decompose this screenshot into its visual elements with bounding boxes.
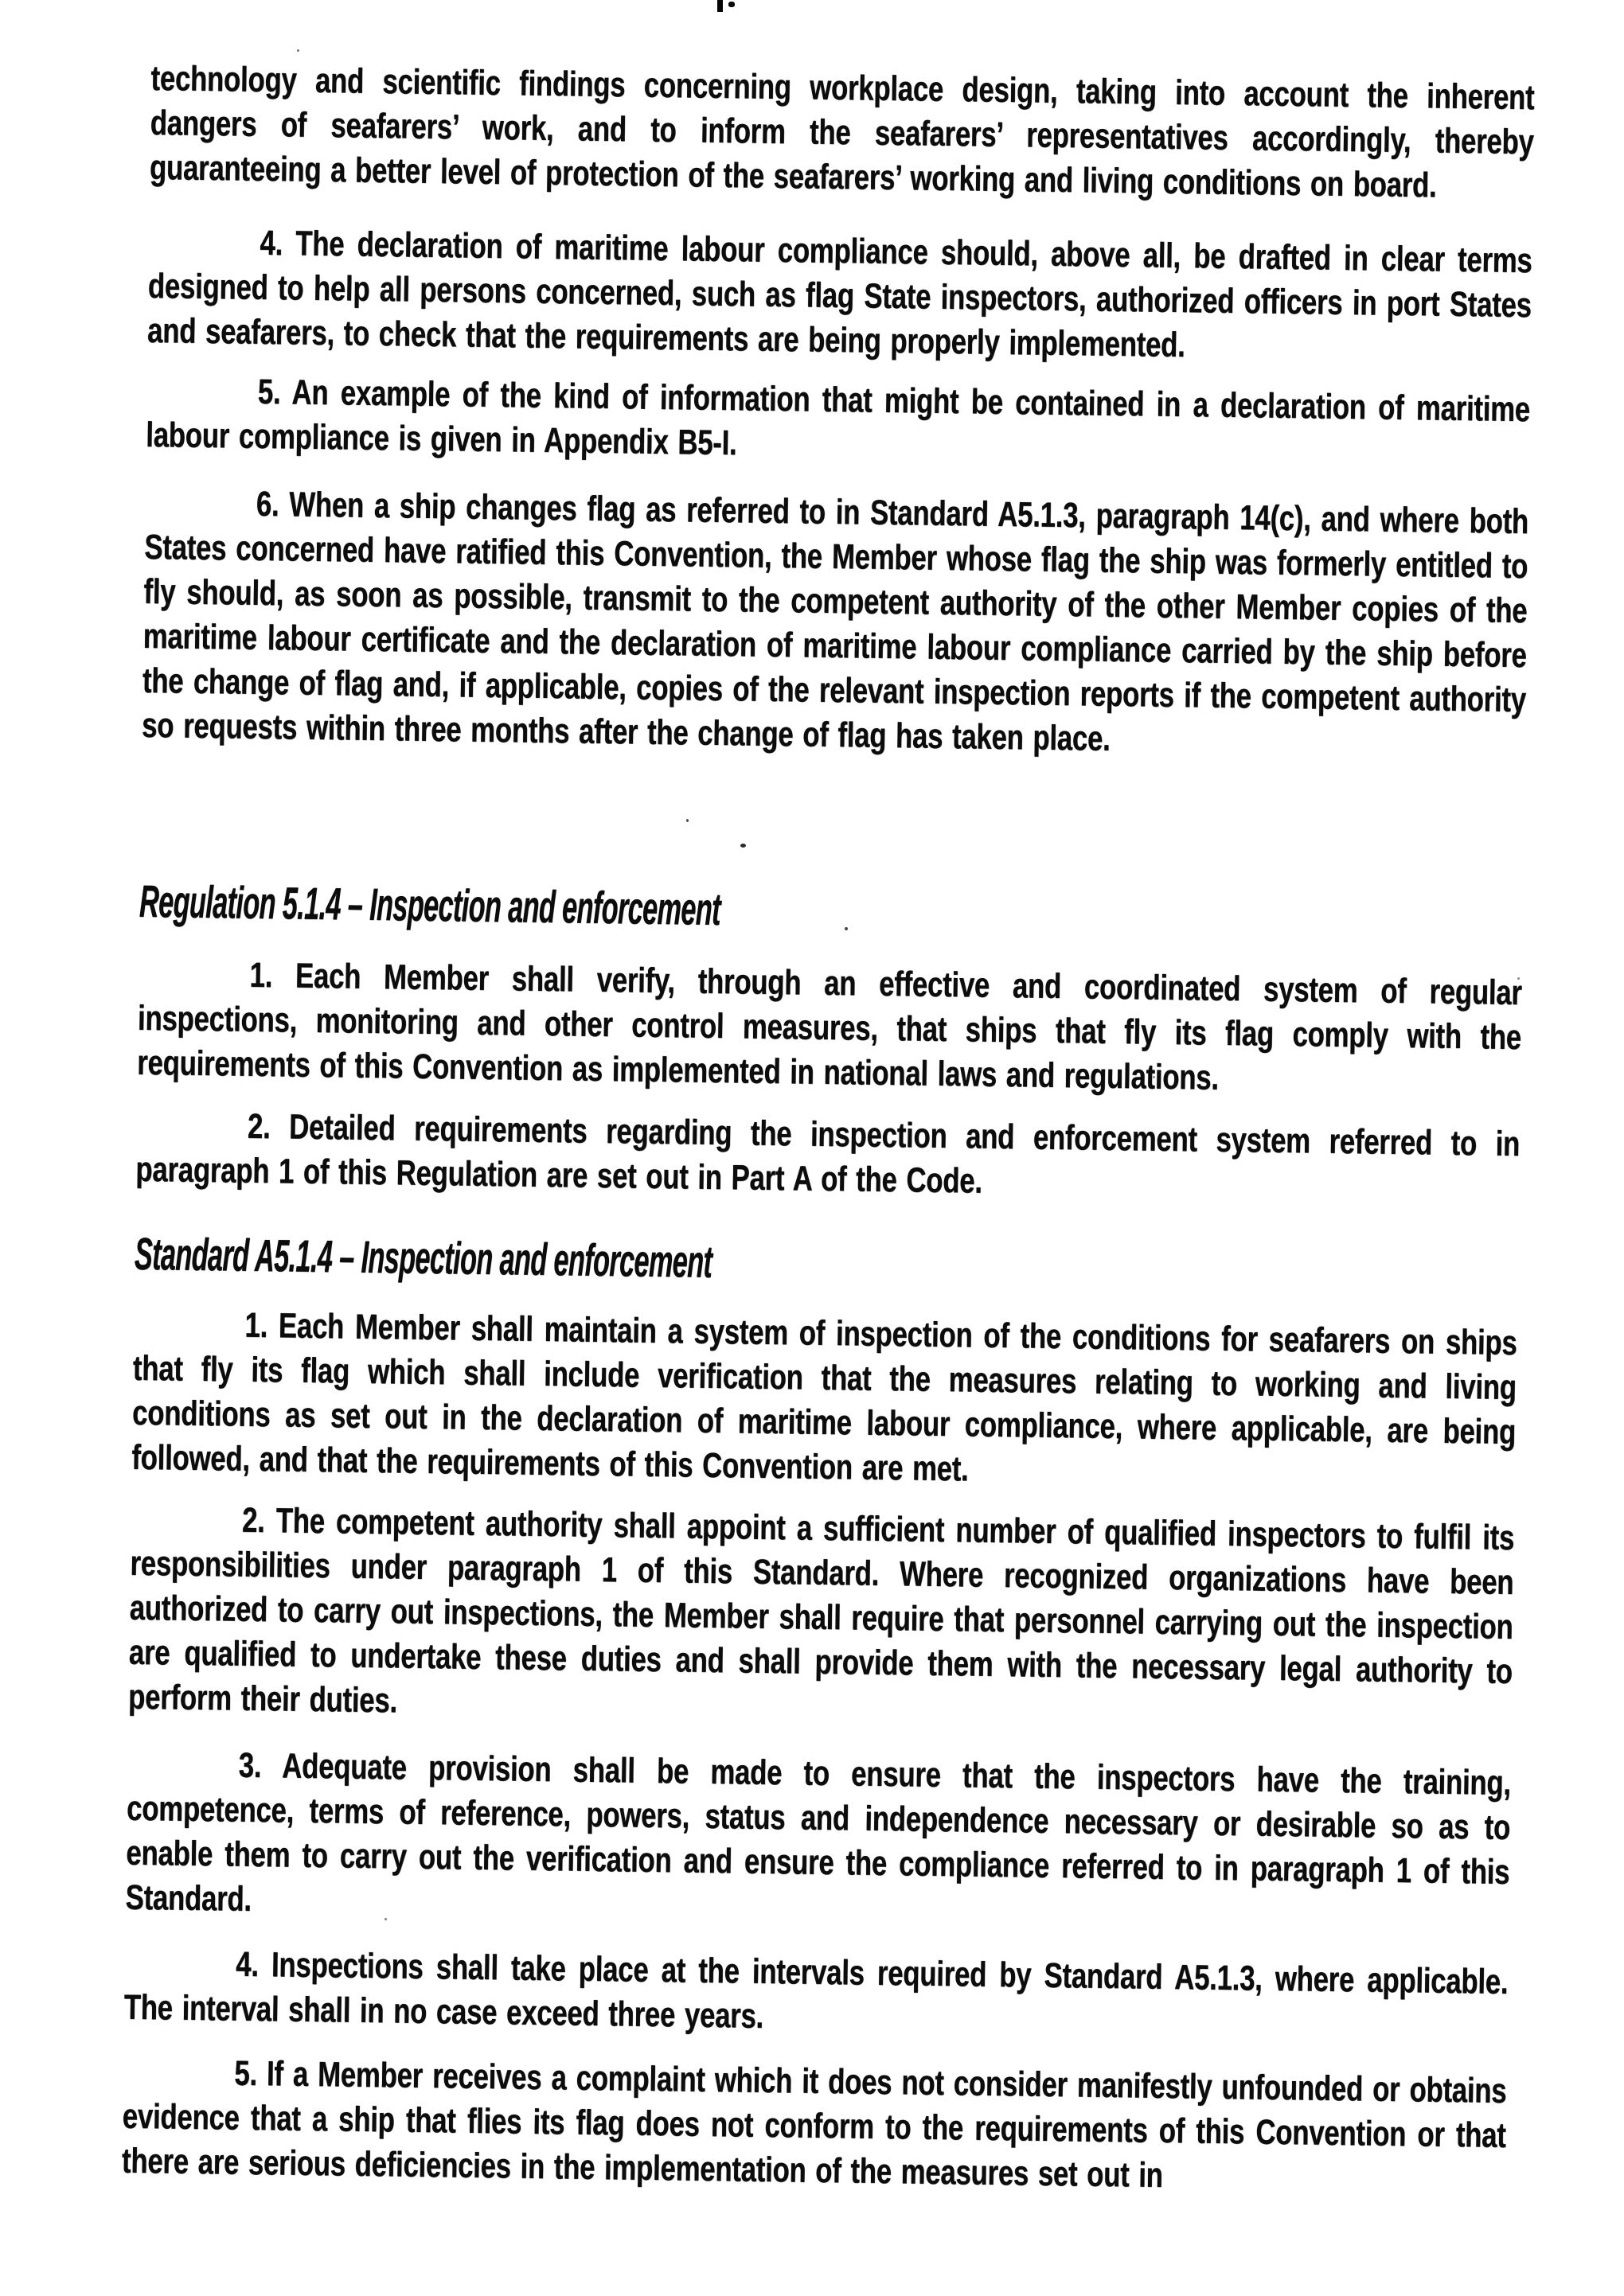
scan-fragment <box>728 2 735 7</box>
regulation-paragraph-2: 2. Detailed requirements regarding the inspection and enforcement system referred to in paragraph 1 of this Regulation are set out in Part A of the Code. <box>135 1106 1521 1201</box>
standard-paragraph-1: 1. Each Member shall maintain a system of inspection of the conditions for seafarers on ships that fly its flag which shall include verification that the measures relating to working and living conditions as set out in the declaration of maritime labour compliance, where applicable, are being followed, and that the requirements of this Convention are met. <box>131 1305 1517 1489</box>
heading-regulation-5-1-4: Regulation 5.1.4 – Inspection and enforcement <box>139 875 721 936</box>
heading-standard-a5-1-4: Standard A5.1.4 – Inspection and enforcement <box>134 1228 712 1288</box>
standard-paragraph-2: 2. The competent authority shall appoint a sufficient number of qualified inspectors to fulfil its responsibilities under paragraph 1 of this Standard. Where recognized organizations have been authorized to carry out inspections, the Member shall require that personnel carrying out the inspection are qualified to undertake these duties and shall provide them with the necessary legal authority to perform their duties. <box>127 1500 1515 1721</box>
standard-paragraph-5: 5. If a Member receives a complaint which it does not consider manifestly unfounded or obtains evidence that a ship that flies its flag does not conform to the requirements of this Convention or that there are serious deficiencies in the implementation of the measures set out in <box>121 2053 1507 2195</box>
scan-speck <box>297 49 299 52</box>
page-text <box>120 57 1535 2296</box>
standard-paragraph-3: 3. Adequate provision shall be made to ensure that the inspectors have the training, competence, terms of reference, powers, status and independence necessary or desirable so as to enable them to carry out the verification and ensure the compliance referred to in paragraph 1 of this Standard. <box>125 1745 1512 1919</box>
paragraph-4: 4. The declaration of maritime labour compliance should, above all, be drafted in clear terms designed to help all persons concerned, such as flag State inspectors, authorized officers in port States and seafarers, to check that the requirements are being properly implemented. <box>146 223 1532 365</box>
regulation-paragraph-1: 1. Each Member shall verify, through an effective and coordinated system of regular inspections, monitoring and other control measures, that ships that fly its flag comply with the requirements of this Convention as implemented in national laws and regulations. <box>137 955 1523 1097</box>
paragraph-continuation: technology and scientific findings concerning workplace design, taking into account the inherent dangers of seafarers’ work, and to inform the seafarers’ representatives accordingly, thereby guaranteeing a better level of protection of the seafarers’ working and living conditions on board. <box>149 58 1535 205</box>
paragraph-6: 6. When a ship changes flag as referred to in Standard A5.1.3, paragraph 14(c), and where both States concerned have ratified this Convention, the Member whose flag the ship was formerly entitled to fly should, as soon as possible, transmit to the competent authority of the other Member copies of the maritime labour certificate and the declaration of maritime labour compliance carried by the ship before the change of flag and, if applicable, copies of the relevant inspection reports if the competent authority so requests within three months after the change of flag has taken place. <box>141 484 1529 758</box>
paragraph-5: 5. An example of the kind of information that might be contained in a declaration of maritime labour compliance is given in Appendix B5-I. <box>146 372 1531 463</box>
standard-paragraph-4: 4. Inspections shall take place at the intervals required by Standard A5.1.3, where applicable. The interval shall in no case exceed three years. <box>123 1944 1509 2036</box>
scan-fragment <box>717 0 723 12</box>
